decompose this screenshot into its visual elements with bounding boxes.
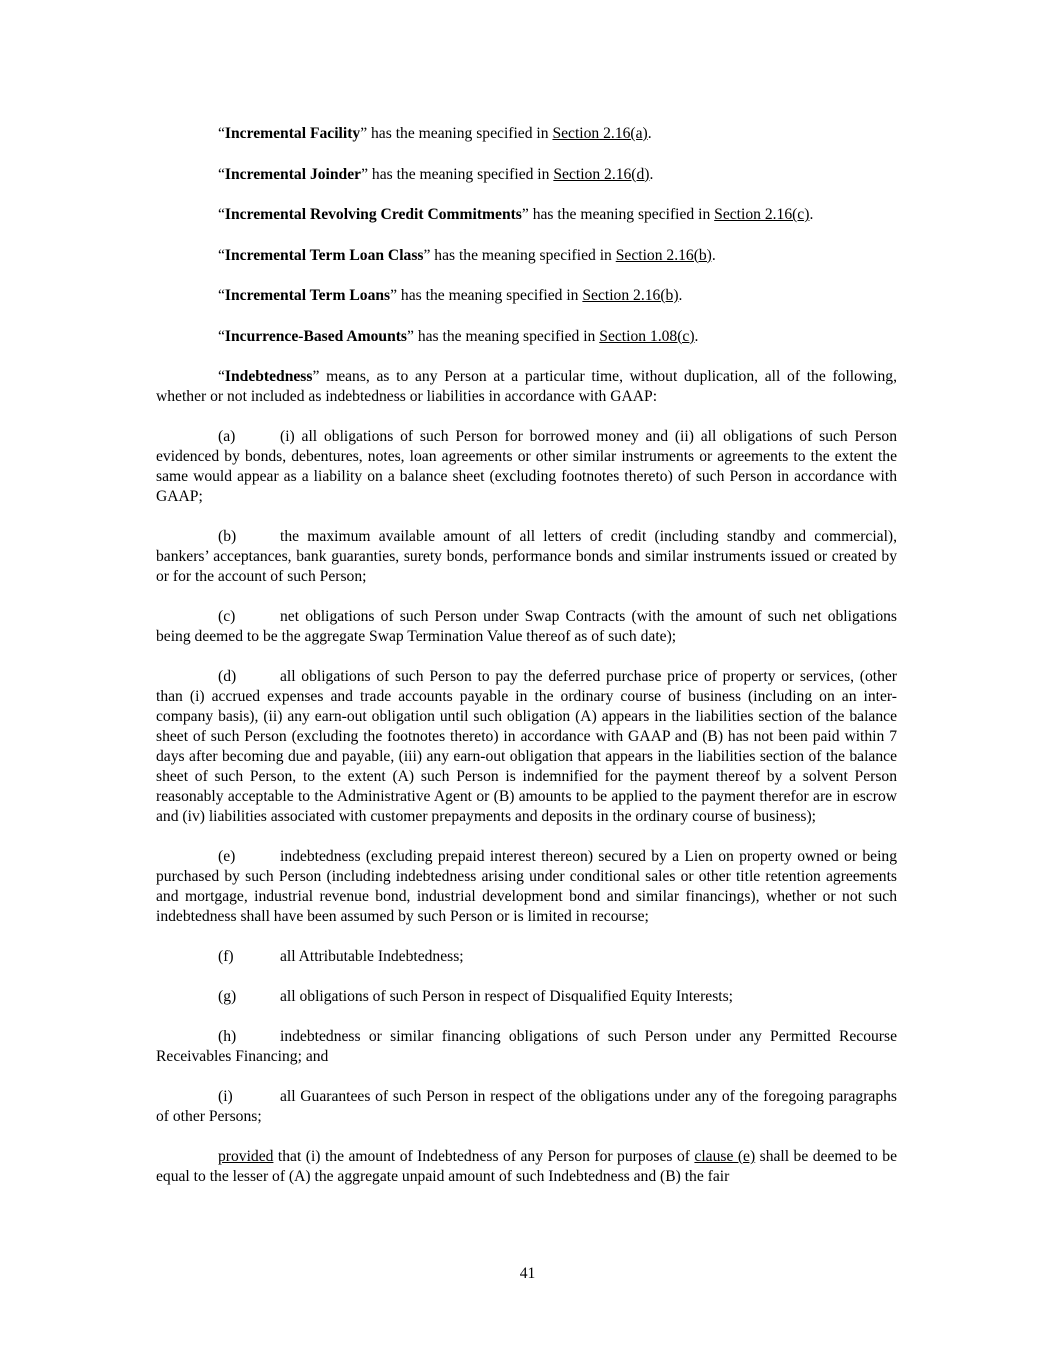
section-reference: Section 2.16(b) (615, 246, 712, 264)
clause-h (156, 1027, 897, 1067)
definition-incremental-term-loans: “Incremental Term Loans” has the meaning specified in Section 2.16(b). (218, 287, 683, 304)
clause-text: all Guarantees of such Person in respect of the obligations under any of the foregoing paragraphs of other Persons; (156, 1088, 897, 1125)
clause-text: all obligations of such Person to pay the deferred purchase price of property or services, (other than (i) accrued expenses and trade accounts payable in the ordinary course of business (including on an inter-company basis), (ii) any earn-out obligation until such obligation (A) appears in the liabilities section of the balance sheet of such Person (excluding the footnotes thereto) in accordance with GAAP and (B) has not been paid within 7 days after becoming due and payable, (iii) any earn-out obligation that appears in the liabilities section of the balance sheet of such Person, to the extent (A) such Person is indemnified for the payment thereof by a solvent Person reasonably acceptable to the Administrative Agent or (B) amounts to be applied to the payment therefor are in escrow and (iv) liabilities associated with customer prepayments and deposits in the ordinary course of business); (156, 668, 897, 825)
page-body (156, 124, 897, 1187)
definition-incremental-revolving-credit-commitments: “Incremental Revolving Credit Commitments” has the meaning specified in Section 2.16(c). (218, 206, 814, 223)
clause-label: (d) (218, 668, 237, 685)
section-reference: Section 2.16(b) (582, 287, 679, 304)
section-reference: Section 2.16(a) (552, 125, 648, 142)
clause-label: (b) (218, 528, 237, 545)
proviso-paragraph: provided that (i) the amount of Indebtedness of any Person for purposes of clause (e) shall be deemed to be equal to the lesser of (A) the aggregate unpaid amount of such Indebtedness and (B) the fair (156, 1148, 897, 1185)
clause-label: (f) (218, 948, 234, 965)
clause-label: (g) (218, 988, 237, 1005)
clause-d (156, 667, 897, 827)
defined-term: Incremental Revolving Credit Commitments (224, 206, 522, 223)
clause-e (156, 847, 897, 927)
clause-i (156, 1087, 897, 1127)
clause-a (156, 427, 897, 507)
defined-term: Indebtedness (224, 368, 313, 385)
defined-term: Incremental Term Loans (224, 287, 391, 304)
definition-incremental-joinder: “Incremental Joinder” has the meaning specified in Section 2.16(d). (218, 165, 654, 183)
clause-f (156, 947, 897, 967)
clause-label: (i) (218, 1088, 233, 1105)
clause-text: (i) all obligations of such Person for borrowed money and (ii) all obligations of such Person evidenced by bonds, debentures, notes, loan agreements or other similar instruments or agreements to the extent the same would appear as a liability on a balance sheet (excluding footnotes thereto) of such Person in accordance with GAAP; (156, 428, 897, 505)
clause-label: (c) (218, 608, 236, 625)
defined-term: Incremental Facility (224, 125, 361, 142)
defined-term: Incremental Term Loan Class (224, 246, 424, 264)
clause-label: (e) (218, 848, 236, 865)
definition-indebtedness: “Indebtedness” means, as to any Person at a particular time, without duplication, all of the following, whether or not included as indebtedness or liabilities in accordance with GAAP: (156, 368, 897, 405)
definition-incremental-term-loan-class: “Incremental Term Loan Class” has the meaning specified in Section 2.16(b). (218, 246, 716, 264)
section-reference: Section 2.16(d) (553, 165, 650, 183)
clause-label: (a) (218, 428, 236, 445)
clause-b (156, 527, 897, 587)
defined-term: Incurrence-Based Amounts (224, 327, 407, 345)
proviso-lead: provided (218, 1148, 274, 1165)
definition-incremental-facility: “Incremental Facility” has the meaning specified in Section 2.16(a). (218, 125, 652, 142)
clause-text: the maximum available amount of all letters of credit (including standby and commercial), bankers’ acceptances, bank guaranties, surety bonds, performance bonds and similar instruments issued or created by or for the account of such Person; (156, 528, 897, 585)
clause-text: indebtedness or similar financing obligations of such Person under any Permitted Recourse Receivables Financing; and (156, 1028, 897, 1065)
clause-text: all obligations of such Person in respect of Disqualified Equity Interests; (280, 988, 733, 1005)
section-reference: Section 2.16(c) (714, 206, 810, 223)
clause-g (156, 987, 897, 1007)
clause-c (156, 607, 897, 647)
definition-incurrence-based-amounts: “Incurrence-Based Amounts” has the meaning specified in Section 1.08(c). (218, 327, 699, 345)
defined-term: Incremental Joinder (224, 165, 362, 183)
clause-reference: clause (e) (694, 1148, 756, 1165)
clause-text: indebtedness (excluding prepaid interest thereon) secured by a Lien on property owned or being purchased by such Person (including indebtedness arising under conditional sales or other title retention agreements and mortgage, industrial revenue bond, industrial development bond and similar financings), whether or not such indebtedness shall have been assumed by such Person or is limited in recourse; (156, 848, 897, 925)
clause-text: net obligations of such Person under Swap Contracts (with the amount of such net obligations being deemed to be the aggregate Swap Termination Value thereof as of such date); (156, 608, 897, 645)
clause-label: (h) (218, 1028, 237, 1045)
clause-text: all Attributable Indebtedness; (280, 948, 464, 965)
page-number: 41 (519, 1265, 536, 1282)
section-reference: Section 1.08(c) (599, 327, 695, 345)
